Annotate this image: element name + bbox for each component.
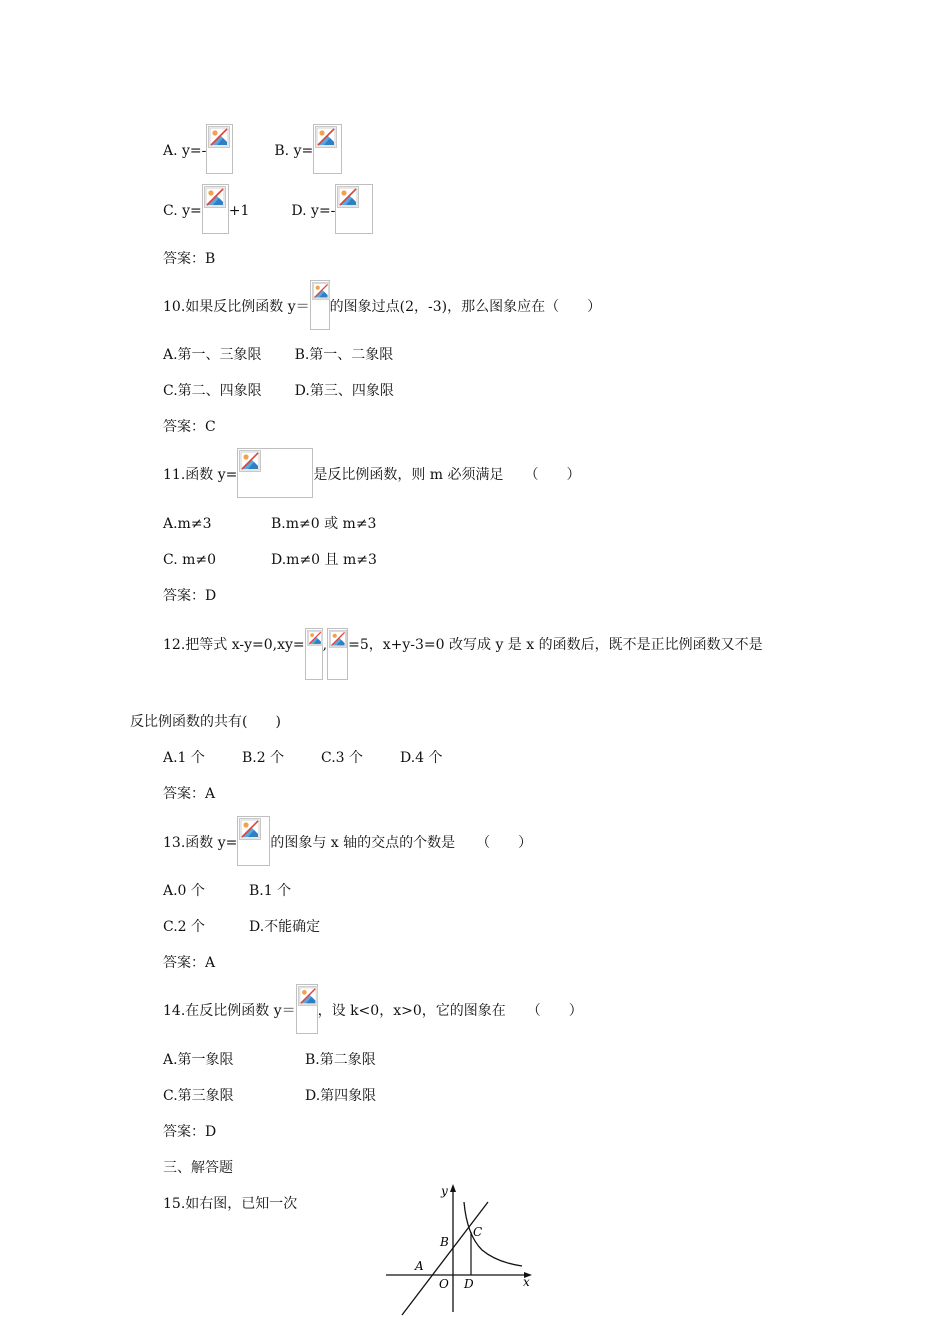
q13-row-ab (163, 882, 291, 900)
formula-image (206, 124, 233, 174)
image-placeholder-icon (315, 126, 337, 148)
q12-option-b: B.2 个 (242, 750, 285, 766)
point-c-label: C (473, 1225, 483, 1239)
q10-row-cd (163, 382, 394, 400)
image-placeholder-icon (204, 186, 226, 208)
q12-stem-suffix: =5，x+y-3=0 改写成 y 是 x 的函数后，既不是正比例函数又不是 (348, 637, 763, 653)
q12-option-d: D.4 个 (400, 750, 443, 766)
q13-stem (163, 834, 532, 866)
q10-stem-prefix: 10.如果反比例函数 y＝ (163, 299, 310, 315)
q11-option-c: C. m≠0 (163, 552, 217, 568)
image-placeholder-icon (337, 186, 359, 208)
q9-row-ab (163, 142, 342, 174)
q11-option-a: A.m≠3 (163, 516, 212, 532)
formula-image (313, 124, 342, 174)
q10-option-b: B.第一、二象限 (294, 347, 394, 363)
q13-option-b: B.1 个 (249, 883, 292, 899)
q13-option-a: A.0 个 (163, 883, 205, 899)
q14-stem (163, 1002, 583, 1034)
q10-option-d: D.第三、四象限 (294, 383, 394, 399)
q10-option-c: C.第二、四象限 (163, 383, 262, 399)
image-placeholder-icon (208, 126, 230, 148)
q15-figure (380, 1180, 540, 1320)
q12-answer: 答案：A (163, 786, 216, 802)
q11-stem-suffix: 是反比例函数，则 m 必须满足 （ ） (313, 467, 581, 483)
formula-image (310, 280, 330, 330)
q12-stem-line2: 反比例函数的共有( ) (130, 714, 281, 730)
formula-image (335, 184, 373, 234)
q14-row-ab (163, 1051, 376, 1069)
point-a-label: A (415, 1259, 424, 1273)
q11-answer: 答案：D (163, 588, 217, 604)
q9-option-c-suffix: +1 (228, 203, 250, 219)
q11-option-b: B.m≠0 或 m≠3 (271, 516, 377, 532)
q9-answer: 答案：B (163, 251, 216, 267)
formula-image (237, 816, 270, 866)
q10-answer: 答案：C (163, 419, 216, 435)
formula-image (305, 628, 323, 680)
q11-row-ab (163, 515, 376, 533)
image-placeholder-icon (239, 818, 261, 840)
y-axis-arrow-icon (450, 1184, 456, 1192)
q13-stem-suffix: 的图象与 x 轴的交点的个数是 （ ） (270, 835, 533, 851)
q12-option-c: C.3 个 (321, 750, 364, 766)
q10-row-ab (163, 346, 393, 364)
image-placeholder-icon (312, 282, 330, 300)
q13-option-c: C.2 个 (163, 919, 206, 935)
q11-option-d: D.m≠0 且 m≠3 (271, 552, 377, 568)
q14-option-c: C.第三象限 (163, 1088, 234, 1104)
image-placeholder-icon (307, 630, 323, 646)
q9-option-d: D. y=- (291, 203, 336, 219)
q9-option-a: A. y=- (163, 143, 207, 159)
q9-option-c-prefix: C. y= (163, 203, 202, 219)
q10-stem-suffix: 的图象过点(2，-3)，那么图象应在（ ） (329, 299, 602, 315)
formula-image (202, 184, 229, 234)
y-axis-label: y (441, 1184, 448, 1198)
q14-row-cd (163, 1087, 376, 1105)
q13-option-d: D.不能确定 (249, 919, 321, 935)
point-b-label: B (440, 1235, 449, 1249)
q13-answer: 答案：A (163, 955, 216, 971)
section-heading: 三、解答题 (163, 1160, 233, 1176)
formula-image (296, 984, 318, 1034)
q14-stem-suffix: ，设 k<0，x>0，它的图象在 （ ） (317, 1003, 583, 1019)
image-placeholder-icon (239, 450, 261, 472)
q11-row-cd (163, 551, 377, 569)
q9-option-b: B. y= (274, 143, 314, 159)
q14-option-d: D.第四象限 (305, 1088, 377, 1104)
q13-stem-prefix: 13.函数 y= (163, 835, 238, 851)
formula-image (237, 448, 313, 498)
image-placeholder-icon (329, 630, 347, 648)
formula-image (327, 628, 348, 680)
q11-stem-prefix: 11.函数 y= (163, 467, 238, 483)
q12-stem-comma: , (322, 637, 328, 653)
q12-option-a: A.1 个 (163, 750, 205, 766)
point-d-label: D (464, 1277, 474, 1291)
q14-answer: 答案：D (163, 1124, 217, 1140)
q14-option-b: B.第二象限 (305, 1052, 376, 1068)
q11-stem (163, 466, 581, 498)
origin-label: O (439, 1277, 449, 1291)
image-placeholder-icon (298, 986, 318, 1006)
q12-stem-prefix: 12.把等式 x-y=0,xy= (163, 637, 305, 653)
q14-option-a: A.第一象限 (163, 1052, 234, 1068)
x-axis-label: x (523, 1275, 530, 1289)
q9-row-cd (163, 202, 373, 234)
q13-row-cd (163, 918, 320, 936)
q12-options (163, 749, 443, 767)
q14-stem-prefix: 14.在反比例函数 y＝ (163, 1003, 296, 1019)
q12-stem (163, 636, 763, 680)
q10-option-a: A.第一、三象限 (163, 347, 262, 363)
q15-stem: 15.如右图，已知一次 (163, 1196, 298, 1212)
q10-stem (163, 298, 601, 330)
